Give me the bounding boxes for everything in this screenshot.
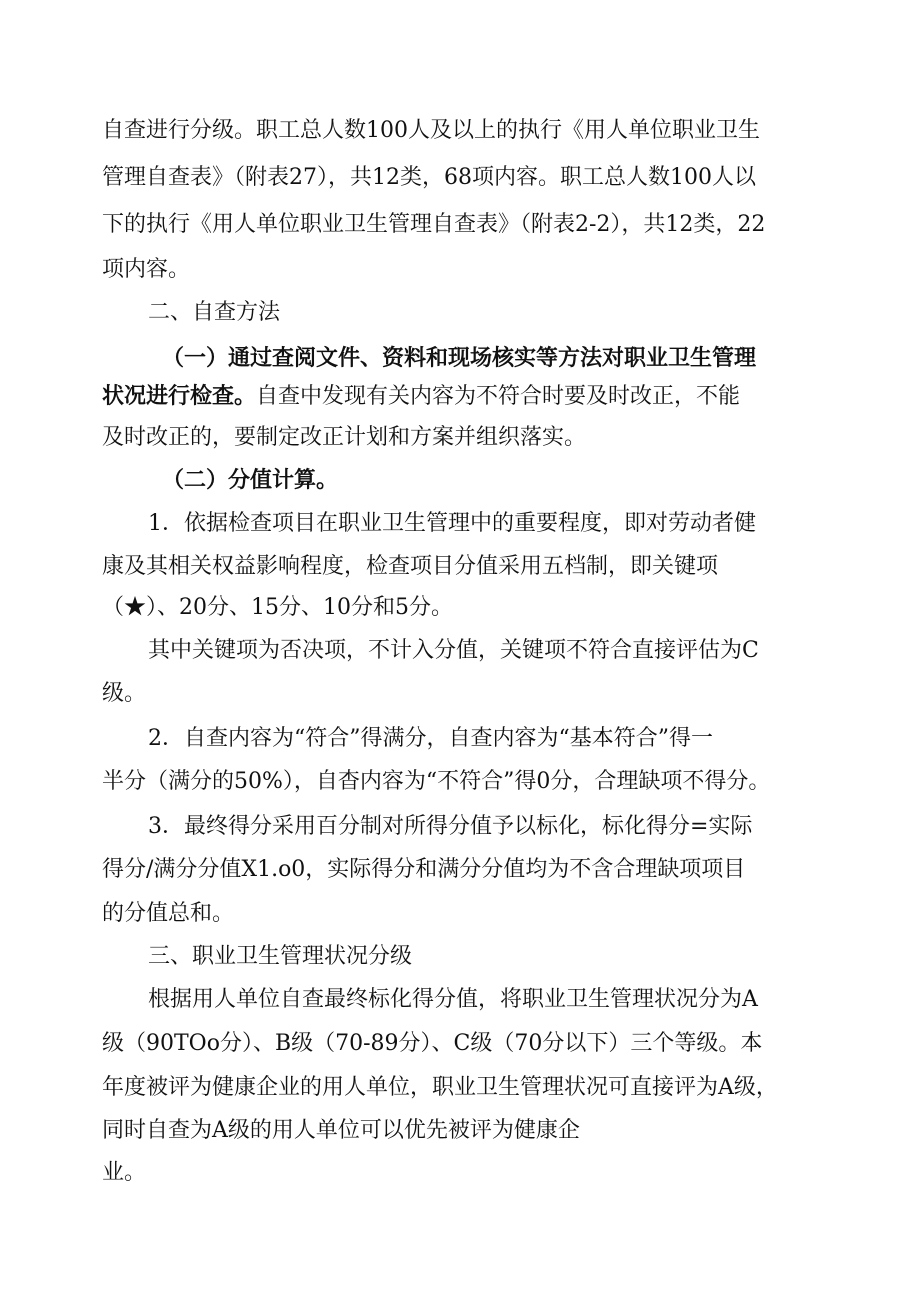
section-heading: 三、职业卫生管理状况分级 <box>148 944 413 969</box>
text-line: 2．自查内容为“符合”得满分，自查内容为“基本符合”得一 <box>148 726 713 751</box>
text-line: 及时改正的，要制定改正计划和方案并组织落实。 <box>102 425 587 450</box>
text-line: 管理自查表》（附表27），共12类，68项内容。职工总人数100人以 <box>102 165 756 190</box>
text-line: 其中关键项为否决项，不计入分值，关键项不符合直接评估为C <box>148 638 759 663</box>
text-line: 项内容。 <box>102 257 191 282</box>
text-line: 的分值总和。 <box>102 901 235 926</box>
text-line: 级（90TOo分）、B级（70-89分）、C级（70分以下）三个等级。本 <box>102 1031 763 1056</box>
text-line: 年度被评为健康企业的用人单位，职业卫生管理状况可直接评为A级， <box>102 1075 778 1100</box>
section-heading: 二、自查方法 <box>148 300 281 325</box>
text-line: 根据用人单位自查最终标化得分值，将职业卫生管理状况分为A <box>148 987 758 1012</box>
text-line: 半分（满分的50%），自杳内容为“不符合”得0分，合理缺项不得分。 <box>102 769 771 794</box>
subsection-heading: （一）通过查阅文件、资料和现场核实等方法对职业卫生管理 <box>162 345 757 371</box>
text-line: 康及其相关权益影响程度，检查项目分值采用五档制，即关键项 <box>102 554 719 579</box>
text-line: 得分/满分分值X1.o0，实际得分和满分分值均为不含合理缺项项目 <box>102 857 746 882</box>
text-line: 3．最终得分采用百分制对所得分值予以标化，标化得分=实际 <box>148 814 753 839</box>
text-line: （★）、20分、15分、10分和5分。 <box>102 595 453 620</box>
text-line: 自查进行分级。职工总人数100人及以上的执行《用人单位职业卫生 <box>102 118 760 143</box>
text-line: 级。 <box>102 681 147 706</box>
subsection-heading: （二）分值计算。 <box>162 467 339 493</box>
text-line: 1．依据检查项目在职业卫生管理中的重要程度，即对劳动者健 <box>148 511 756 536</box>
text-line: 业。 <box>102 1160 147 1185</box>
paragraph-text: 自查中发现有关内容为不符合时要及时改正，不能 <box>256 384 741 409</box>
text-line: 下的执行《用人单位职业卫生管理自查表》（附表2-2），共12类，22 <box>102 212 766 237</box>
text-line <box>102 382 740 411</box>
text-line: 同时自查为A级的用人单位可以优先被评为健康企 <box>102 1118 580 1143</box>
subsection-heading-continuation: 状况进行检查。 <box>102 383 257 409</box>
